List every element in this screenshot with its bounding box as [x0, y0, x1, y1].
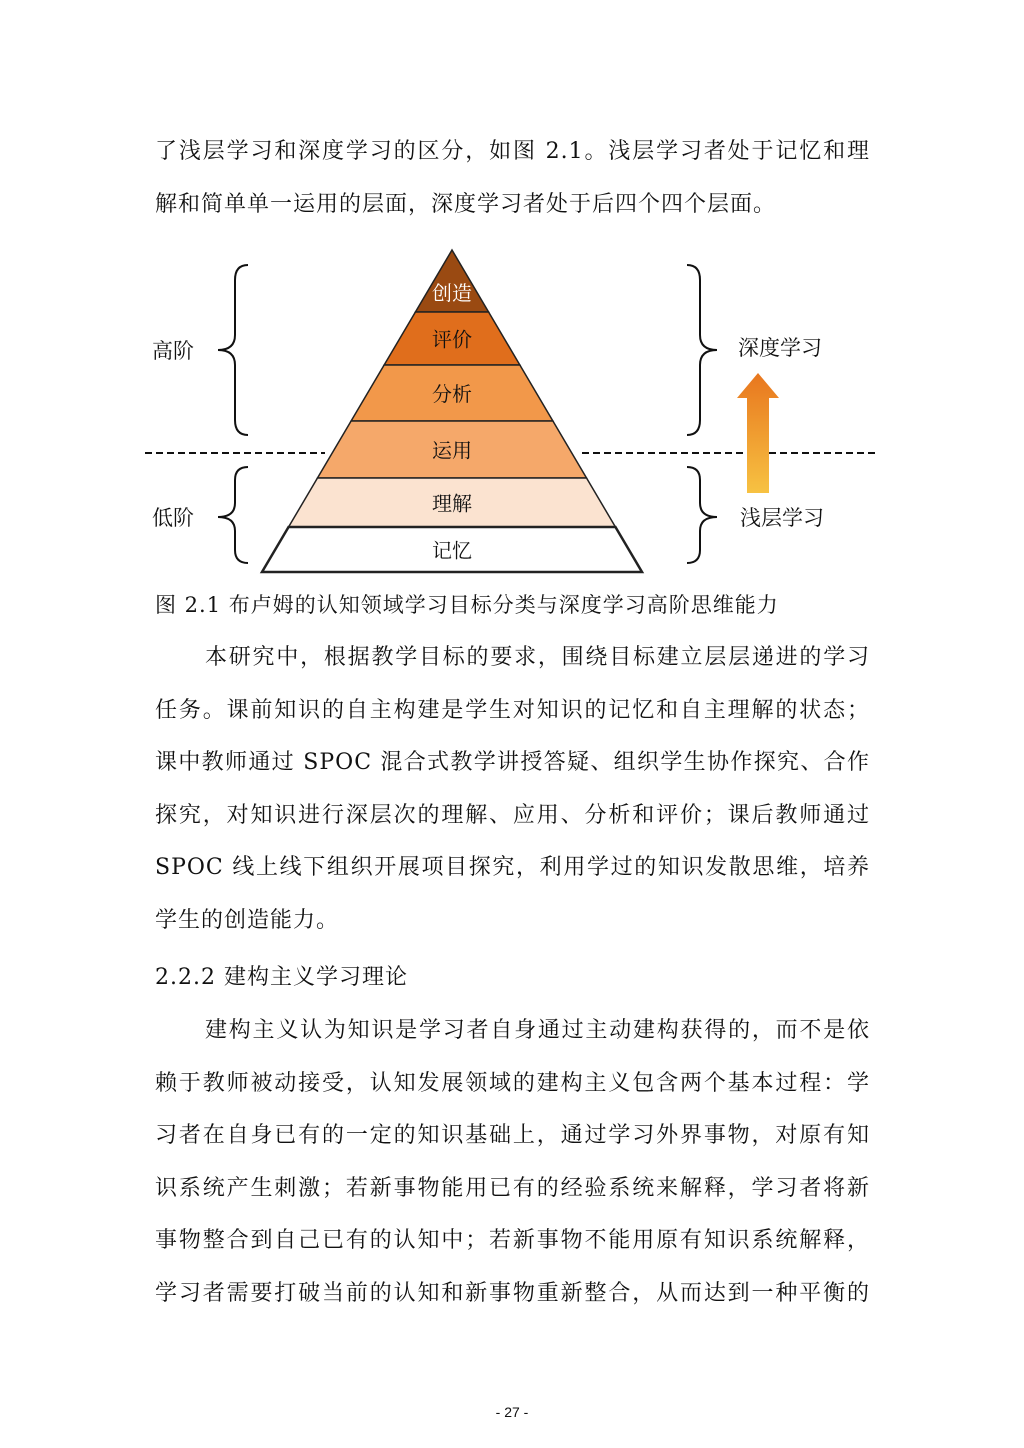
pyramid-tiers: [262, 250, 642, 572]
text-line: 学生的创造能力。: [155, 907, 340, 933]
text-line: 课中教师通过 SPOC 混合式教学讲授答疑、组织学生协作探究、合作: [155, 750, 870, 775]
pyramid-tier-label: 评价: [432, 327, 472, 352]
text-line: 任务。课前知识的自主构建是学生对知识的记忆和自主理解的状态；: [155, 697, 870, 723]
text-line: 探究，对知识进行深层次的理解、应用、分析和评价；课后教师通过: [155, 802, 870, 828]
text-line: 本研究中，根据教学目标的要求，围绕目标建立层层递进的学习: [205, 645, 870, 670]
label-shallow-learning: 浅层学习: [740, 506, 824, 530]
pyramid-tier-label: 分析: [432, 382, 472, 406]
text-line: 习者在自身已有的一定的知识基础上，通过学习外界事物，对原有知: [155, 1123, 870, 1148]
right-brace-shallow: [687, 467, 717, 563]
text-line: 解和简单单一运用的层面，深度学习者处于后四个四个层面。: [155, 191, 777, 217]
label-deep-learning: 深度学习: [738, 336, 822, 360]
paragraph-research-tasks: [155, 632, 870, 947]
right-brace-deep: [687, 265, 717, 435]
figure-caption: 图 2.1 布卢姆的认知领域学习目标分类与深度学习高阶思维能力: [155, 593, 779, 617]
text-line: 赖于教师被动接受，认知发展领域的建构主义包含两个基本过程：学: [155, 1070, 870, 1096]
section-heading: 2.2.2 建构主义学习理论: [155, 965, 408, 990]
pyramid-tier-label: 创造: [432, 281, 472, 305]
text-line: 事物整合到自己已有的认知中；若新事物不能用原有知识系统解释，: [155, 1228, 870, 1253]
page-number: - 27 -: [495, 1404, 529, 1420]
left-brace-low: [218, 467, 248, 563]
bloom-pyramid-figure: [130, 245, 890, 580]
label-high-order: 高阶: [152, 339, 194, 363]
top-paragraph: [155, 126, 870, 231]
pyramid-tier-label: 运用: [432, 438, 472, 463]
text-line: 了浅层学习和深度学习的区分，如图 2.1。浅层学习者处于记忆和理: [155, 139, 870, 164]
text-line: 识系统产生刺激；若新事物能用已有的经验系统来解释，学习者将新: [155, 1175, 870, 1201]
up-arrow-icon: [737, 373, 779, 493]
pyramid-tier-label: 理解: [432, 491, 472, 516]
pyramid-tier-label: 记忆: [432, 538, 472, 563]
paragraph-constructivism: [155, 1005, 870, 1320]
text-line: 建构主义认为知识是学习者自身通过主动建构获得的，而不是依: [205, 1018, 870, 1043]
text-line: 学习者需要打破当前的认知和新事物重新整合，从而达到一种平衡的: [155, 1280, 870, 1306]
left-brace-high: [218, 265, 248, 435]
text-line: SPOC 线上线下组织开展项目探究，利用学过的知识发散思维，培养: [155, 855, 870, 880]
label-low-order: 低阶: [152, 506, 194, 530]
